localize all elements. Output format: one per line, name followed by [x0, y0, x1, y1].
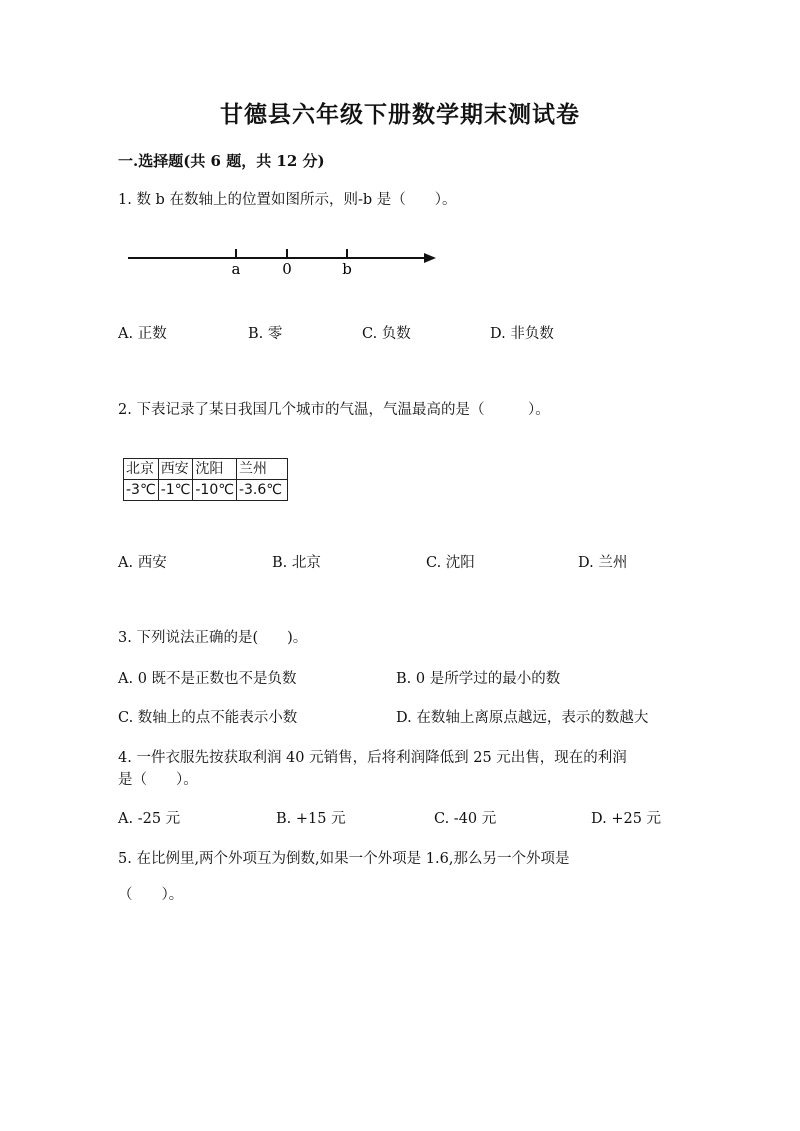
q3-option-b[interactable]: B. 0 是所学过的最小的数	[396, 671, 561, 687]
temp-cell: -3.6℃	[236, 480, 287, 501]
q1-option-b[interactable]: B. 零	[248, 326, 283, 342]
label-b: b	[342, 260, 352, 278]
q4-option-c[interactable]: C. -40 元	[434, 811, 497, 827]
temperature-table	[123, 458, 288, 501]
question-5-text-line2: （ ）。	[118, 887, 184, 903]
temp-cell: -1℃	[158, 480, 193, 501]
temp-cell: -3℃	[124, 480, 159, 501]
city-cell: 兰州	[236, 459, 287, 480]
question-4-text-line1: 4. 一件衣服先按获取利润 40 元销售，后将利润降低到 25 元出售，现在的利润	[118, 750, 627, 766]
number-line-figure	[118, 238, 448, 280]
city-cell: 北京	[124, 459, 159, 480]
q1-option-c[interactable]: C. 负数	[362, 326, 411, 342]
q4-option-b[interactable]: B. +15 元	[276, 811, 346, 827]
q3-option-d[interactable]: D. 在数轴上离原点越远，表示的数越大	[396, 710, 649, 726]
q1-option-d[interactable]: D. 非负数	[490, 326, 554, 342]
label-a: a	[231, 260, 241, 278]
q1-option-a[interactable]: A. 正数	[118, 326, 167, 342]
section-heading: 一.选择题(共 6 题，共 12 分)	[118, 152, 325, 170]
label-zero: 0	[282, 260, 292, 278]
q2-option-b[interactable]: B. 北京	[272, 555, 321, 571]
temp-cell: -10℃	[193, 480, 237, 501]
city-cell: 沈阳	[193, 459, 237, 480]
q4-option-a[interactable]: A. -25 元	[118, 811, 181, 827]
question-3-text: 3. 下列说法正确的是( )。	[118, 630, 308, 646]
q4-option-d[interactable]: D. +25 元	[591, 811, 662, 827]
question-5-text-line1: 5. 在比例里,两个外项互为倒数,如果一个外项是 1.6,那么另一个外项是	[118, 851, 570, 867]
table-row-temps	[124, 480, 288, 501]
city-cell: 西安	[158, 459, 193, 480]
number-line-arrow	[424, 253, 436, 263]
q2-option-d[interactable]: D. 兰州	[578, 555, 628, 571]
question-1-text: 1. 数 b 在数轴上的位置如图所示，则-b 是（ ）。	[118, 192, 457, 208]
q3-option-a[interactable]: A. 0 既不是正数也不是负数	[118, 671, 297, 687]
q2-option-a[interactable]: A. 西安	[118, 555, 167, 571]
q2-option-c[interactable]: C. 沈阳	[426, 555, 475, 571]
q3-option-c[interactable]: C. 数轴上的点不能表示小数	[118, 710, 298, 726]
page-title: 甘德县六年级下册数学期末测试卷	[220, 101, 580, 128]
table-row-cities	[124, 459, 288, 480]
question-2-text: 2. 下表记录了某日我国几个城市的气温，气温最高的是（ ）。	[118, 402, 550, 418]
question-4-text-line2: 是（ ）。	[118, 772, 198, 788]
